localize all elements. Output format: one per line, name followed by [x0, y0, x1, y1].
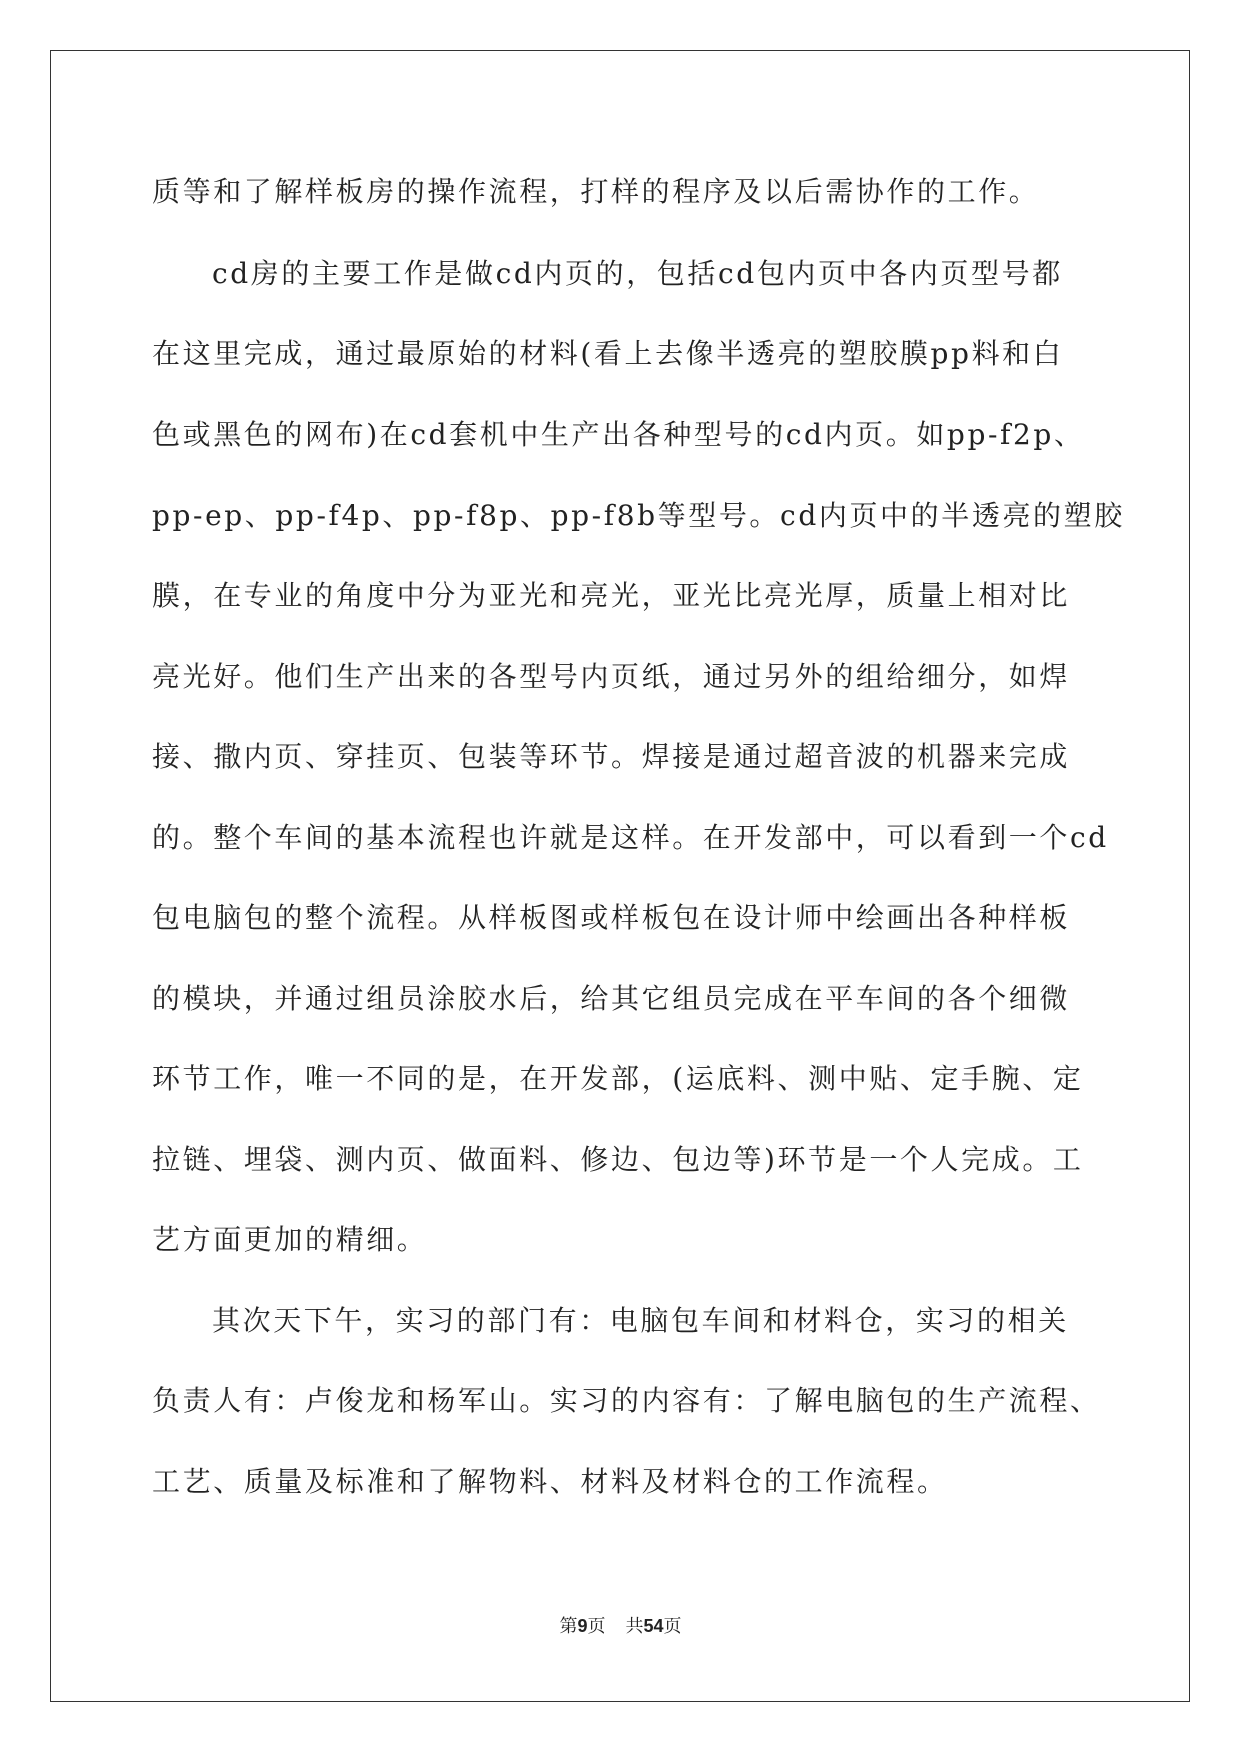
page-prefix: 第	[559, 1616, 578, 1637]
text-line-4: 色或黑色的网布)在cd套机中生产出各种型号的cd内页。如pp-f2p、	[152, 418, 1085, 451]
total-suffix: 页	[663, 1616, 682, 1637]
text-line-13: 拉链、埋袋、测内页、做面料、修边、包边等)环节是一个人完成。工	[152, 1143, 1084, 1176]
text-line-5: pp-ep、pp-f4p、pp-f8p、pp-f8b等型号。cd内页中的半透亮的塑胶	[152, 499, 1125, 532]
text-line-12: 环节工作，唯一不同的是，在开发部，(运底料、测中贴、定手腕、定	[152, 1062, 1084, 1095]
total-pages: 54	[643, 1616, 664, 1636]
text-line-8: 接、撒内页、穿挂页、包装等环节。焊接是通过超音波的机器来完成	[152, 740, 1071, 773]
page-suffix: 页	[587, 1616, 606, 1637]
text-line-9: 的。整个车间的基本流程也许就是这样。在开发部中，可以看到一个cd	[152, 821, 1109, 854]
text-line-3: 在这里完成，通过最原始的材料(看上去像半透亮的塑胶膜pp料和白	[152, 337, 1064, 370]
page-border	[50, 50, 1190, 1702]
text-line-7: 亮光好。他们生产出来的各型号内页纸，通过另外的组给细分，如焊	[152, 660, 1071, 693]
text-line-11: 的模块，并通过组员涂胶水后，给其它组员完成在平车间的各个细微	[152, 982, 1071, 1015]
page-number: 9	[577, 1616, 588, 1636]
text-line-10: 包电脑包的整个流程。从样板图或样板包在设计师中绘画出各种样板	[152, 901, 1071, 934]
total-prefix: 共	[625, 1616, 644, 1637]
text-line-6: 膜，在专业的角度中分为亚光和亮光，亚光比亮光厚，质量上相对比	[152, 579, 1071, 612]
page-footer	[0, 1614, 1241, 1639]
text-line-17: 工艺、质量及标准和了解物料、材料及材料仓的工作流程。	[152, 1465, 948, 1498]
text-line-2: cd房的主要工作是做cd内页的，包括cd包内页中各内页型号都	[212, 257, 1063, 290]
text-line-15: 其次天下午，实习的部门有：电脑包车间和材料仓，实习的相关	[212, 1304, 1069, 1337]
text-line-1: 质等和了解样板房的操作流程，打样的程序及以后需协作的工作。	[152, 175, 1040, 208]
text-line-14: 艺方面更加的精细。	[152, 1223, 428, 1256]
text-line-16: 负责人有：卢俊龙和杨军山。实习的内容有：了解电脑包的生产流程、	[152, 1384, 1101, 1417]
